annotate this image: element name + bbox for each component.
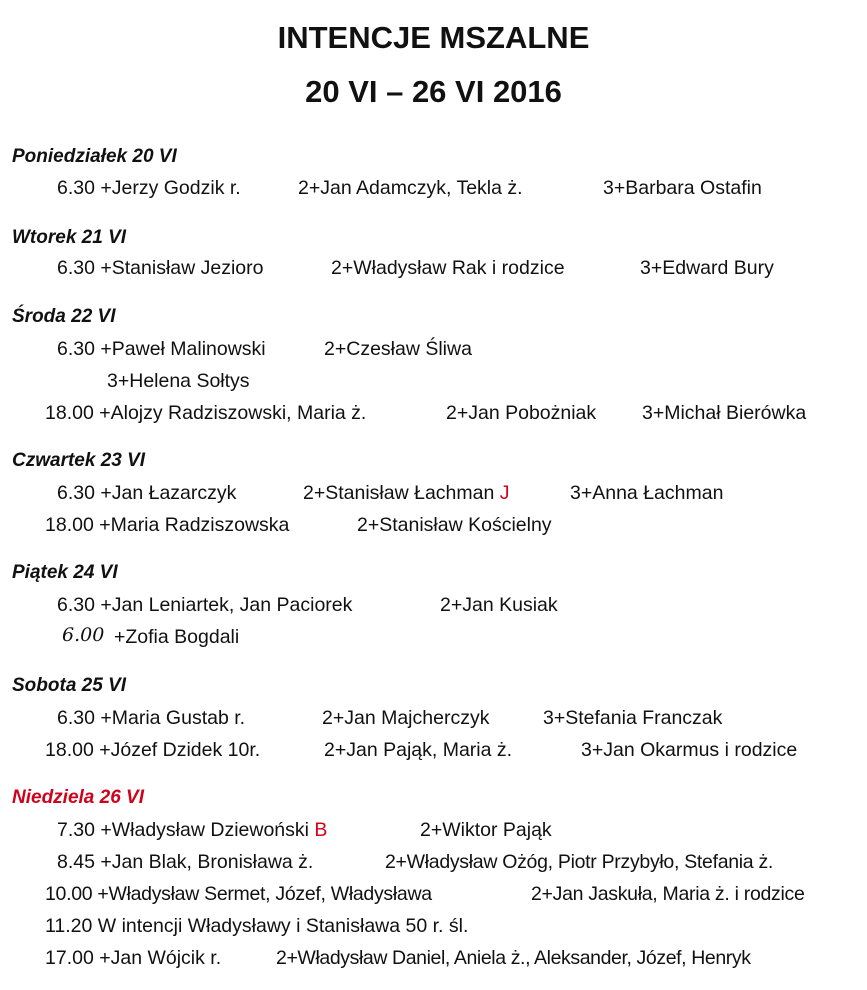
intention: 2+Jan Majcherczyk <box>322 707 490 729</box>
red-mark: B <box>314 819 328 841</box>
intention: 2+Jan Kusiak <box>440 594 558 616</box>
intention: 6.30 +Jan Leniartek, Jan Paciorek <box>57 594 353 616</box>
intention: 3+Barbara Ostafin <box>603 177 762 199</box>
intention: +Zofia Bogdali <box>114 626 240 648</box>
intention <box>303 482 510 505</box>
intention-text: 2+Stanisław Łachman <box>303 482 495 504</box>
handwritten-time: 6.00 <box>62 624 105 646</box>
day-heading-sunday: Niedziela 26 VI <box>12 787 145 808</box>
intention: 18.00 +Józef Dzidek 10r. <box>45 739 261 761</box>
intention: 17.00 +Jan Wójcik r. <box>45 947 222 969</box>
day-heading: Środa 22 VI <box>12 306 116 327</box>
intention: 6.30 +Maria Gustab r. <box>57 707 246 729</box>
intention: 8.45 +Jan Blak, Bronisława ż. <box>57 851 314 873</box>
intention: 2+Jan Jaskuła, Maria ż. i rodzice <box>531 883 805 905</box>
intention: 2+Jan Adamczyk, Tekla ż. <box>298 177 523 199</box>
intention: 3+Michał Bierówka <box>642 402 807 424</box>
intention: 2+Jan Pająk, Maria ż. <box>324 739 513 761</box>
intention: 2+Jan Pobożniak <box>446 402 597 424</box>
date-range: 20 VI – 26 VI 2016 <box>305 74 562 109</box>
day-heading: Wtorek 21 VI <box>12 227 127 248</box>
intention: 6.30 +Paweł Malinowski <box>57 338 266 360</box>
intention: 6.30 +Stanisław Jezioro <box>57 257 264 279</box>
intention: 2+Władysław Daniel, Aniela ż., Aleksander, Józef, Henryk <box>276 947 751 969</box>
intention: 3+Jan Okarmus i rodzice <box>581 739 798 761</box>
intention: 2+Władysław Ożóg, Piotr Przybyło, Stefania ż. <box>385 851 774 873</box>
intention <box>57 819 327 842</box>
intention: 18.00 +Maria Radziszowska <box>45 514 290 536</box>
intention: 2+Stanisław Kościelny <box>357 514 552 536</box>
red-mark: J <box>499 482 510 504</box>
day-heading: Piątek 24 VI <box>12 562 118 583</box>
document-title: INTENCJE MSZALNE <box>277 20 590 55</box>
intention: 3+Anna Łachman <box>570 482 724 504</box>
day-heading: Poniedziałek 20 VI <box>12 146 177 167</box>
intention: 6.30 +Jan Łazarczyk <box>57 482 237 504</box>
intention: 10.00 +Władysław Sermet, Józef, Władysława <box>45 883 432 905</box>
intention: 11.20 W intencji Władysławy i Stanisława 50 r. śl. <box>45 915 469 937</box>
intention: 2+Czesław Śliwa <box>324 338 472 360</box>
day-heading: Czwartek 23 VI <box>12 450 146 471</box>
day-heading: Sobota 25 VI <box>12 675 127 696</box>
intention: 3+Helena Sołtys <box>107 370 250 392</box>
intention: 18.00 +Alojzy Radziszowski, Maria ż. <box>45 402 367 424</box>
intention: 2+Wiktor Pająk <box>420 819 552 841</box>
intention: 2+Władysław Rak i rodzice <box>331 257 565 279</box>
intention-text: 7.30 +Władysław Dziewoński <box>57 819 309 841</box>
intention: 3+Edward Bury <box>640 257 774 279</box>
intention: 6.30 +Jerzy Godzik r. <box>57 177 241 199</box>
intention: 3+Stefania Franczak <box>543 707 723 729</box>
